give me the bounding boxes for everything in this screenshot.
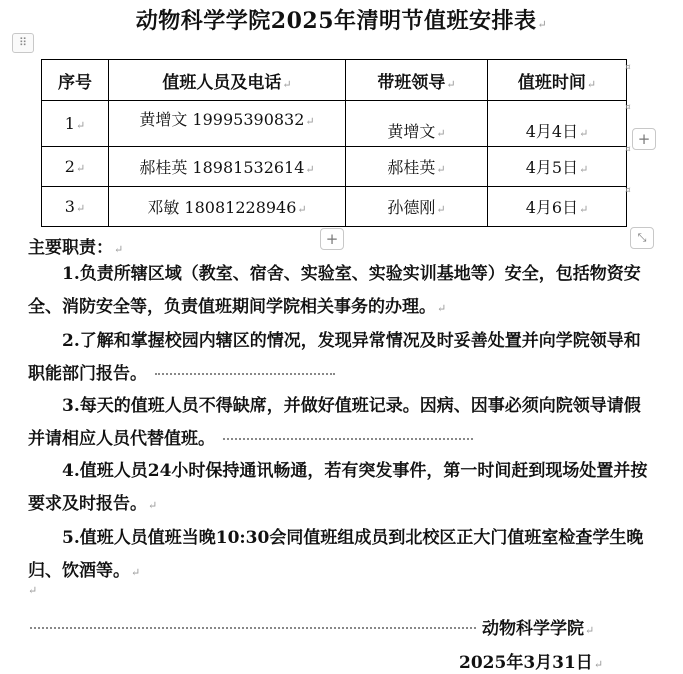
dotted-leader — [155, 373, 335, 375]
add-column-button[interactable]: + — [632, 128, 656, 150]
cell-index: 2↵ — [42, 147, 109, 187]
duties-body — [28, 258, 650, 589]
paragraph-mark: ↵ — [537, 18, 548, 31]
header-leader: 带班领导↵ — [346, 60, 488, 101]
cell-staff-phone: 黄增文 19995390832↵ — [109, 101, 346, 147]
table-row — [42, 101, 627, 147]
duty-item: 4.值班人员24小时保持通讯畅通，若有突发事件，第一时间赶到现场处置并按要求及时报告。↵ — [28, 461, 648, 514]
duty-table — [41, 59, 627, 227]
row-end-mark: ¤ — [625, 103, 631, 113]
row-end-mark: ¤ — [625, 63, 631, 73]
header-time: 值班时间↵ — [488, 60, 627, 101]
title-text: 动物科学学院2025年清明节值班安排表 — [135, 8, 537, 34]
table-resize-icon[interactable]: ⤡ — [630, 227, 654, 249]
cell-leader: 黄增文↵ — [346, 101, 488, 147]
cell-staff-phone: 邓敏 18081228946↵ — [109, 187, 346, 227]
cell-time: 4月4日↵ — [488, 101, 627, 147]
empty-paragraph: ↵ — [28, 584, 38, 597]
cell-staff-phone: 郝桂英 18981532614↵ — [109, 147, 346, 187]
table-move-handle-icon[interactable]: ⠿ — [12, 33, 34, 53]
cell-index: 1↵ — [42, 101, 109, 147]
cell-index: 3↵ — [42, 187, 109, 227]
header-staff-phone: 值班人员及电话↵ — [109, 60, 346, 101]
cell-leader: 孙德刚↵ — [346, 187, 488, 227]
duty-item: 5.值班人员值班当晚10:30会同值班组成员到北校区正大门值班室检查学生晚归、饮酒等。↵ — [28, 528, 644, 581]
dotted-leader — [223, 438, 473, 440]
table-header-row — [42, 60, 627, 101]
table-row — [42, 187, 627, 227]
document-title — [0, 4, 683, 35]
cell-leader: 郝桂英↵ — [346, 147, 488, 187]
table-row — [42, 147, 627, 187]
cell-time: 4月6日↵ — [488, 187, 627, 227]
duty-item: 2.了解和掌握校园内辖区的情况，发现异常情况及时妥善处置并向学院领导和职能部门报告。 — [28, 331, 641, 384]
duties-heading: 主要职责：↵ — [28, 238, 124, 258]
add-row-button[interactable]: + — [320, 228, 344, 250]
header-index: 序号 — [42, 60, 109, 101]
dotted-leader — [30, 627, 476, 629]
duty-item: 1.负责所辖区域（教室、宿舍、实验室、实验实训基地等）安全，包括物资安全、消防安全等，负责值班期间学院相关事务的办理。↵ — [28, 264, 641, 317]
signature: 动物科学学院↵ — [482, 619, 595, 639]
row-end-mark: ¤ — [625, 186, 631, 196]
cell-time: 4月5日↵ — [488, 147, 627, 187]
row-end-mark: ¤ — [625, 145, 631, 155]
duty-item: 3.每天的值班人员不得缺席，并做好值班记录。因病、因事必须向院领导请假并请相应人员代替值班。 — [28, 396, 641, 449]
signature-date: 2025年3月31日↵ — [459, 653, 604, 673]
